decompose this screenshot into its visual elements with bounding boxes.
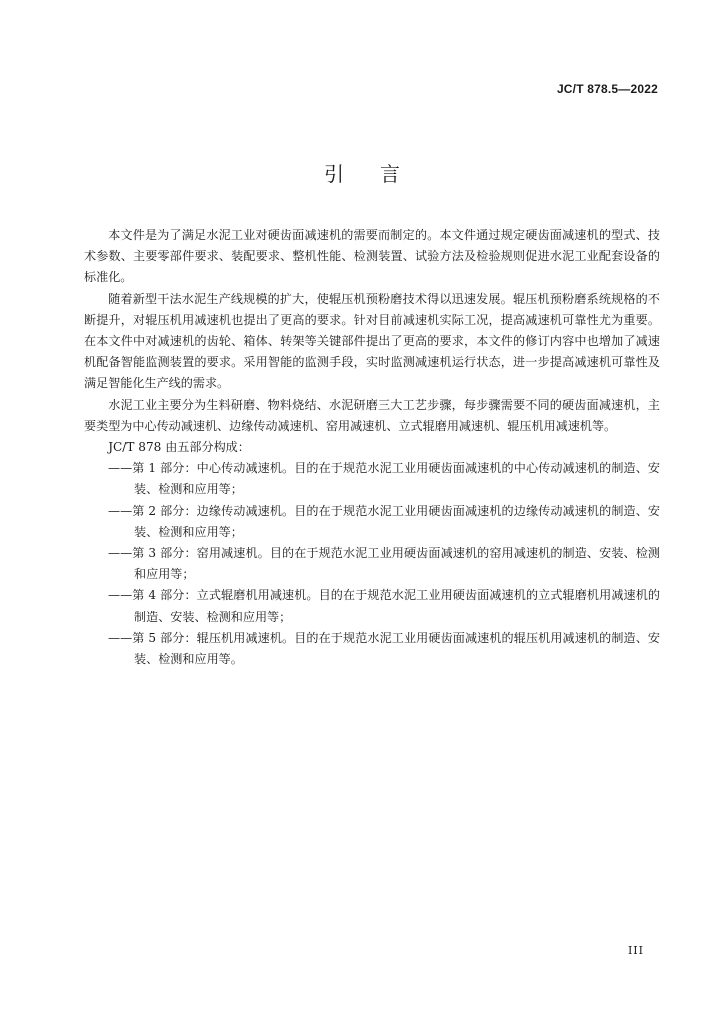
standard-number: JC/T 878.5—2022 [556,82,658,96]
paragraph: 本文件是为了满足水泥工业对硬齿面减速机的需要而制定的。本文件通过规定硬齿面减速机的型式、技术参数、主要零部件要求、装配要求、整机性能、检测装置、试验方法及检验规则促进水泥工业配套设备的标准化。 [84,228,660,285]
list-item: ——第 4 部分：立式辊磨机用减速机。目的在于规范水泥工业用硬齿面减速机的立式辊磨机用减速机的制造、安装、检测和应用等； [108,588,660,624]
page-number: III [627,944,644,957]
page-title: 引言 [324,162,436,186]
list-item: ——第 2 部分：边缘传动减速机。目的在于规范水泥工业用硬齿面减速机的边缘传动减速机的制造、安装、检测和应用等； [108,503,660,539]
list-item: ——第 1 部分：中心传动减速机。目的在于规范水泥工业用硬齿面减速机的中心传动减速机的制造、安装、检测和应用等； [108,461,660,497]
document-body [84,225,660,670]
paragraph: JC/T 878 由五部分构成： [108,440,250,455]
paragraph: 水泥工业主要分为生料研磨、物料烧结、水泥研磨三大工艺步骤，每步骤需要不同的硬齿面减速机，主要类型为中心传动减速机、边缘传动减速机、窑用减速机、立式辊磨用减速机、辊压机用减速机等。 [84,397,660,433]
paragraph: 随着新型干法水泥生产线规模的扩大，使辊压机预粉磨技术得以迅速发展。辊压机预粉磨系统规格的不断提升，对辊压机用减速机也提出了更高的要求。针对目前减速机实际工况，提高减速机可靠性尤为重要。在本文件中对减速机的齿轮、箱体、转架等关键部件提出了更高的要求，本文件的修订内容中也增加了减速机配备智能监测装置的要求。采用智能的监测手段，实时监测减速机运行状态，进一步提高减速机可靠性及满足智能化生产线的需求。 [84,291,660,391]
list-item: ——第 5 部分：辊压机用减速机。目的在于规范水泥工业用硬齿面减速机的辊压机用减速机的制造、安装、检测和应用等。 [108,630,660,667]
list-item: ——第 3 部分：窑用减速机。目的在于规范水泥工业用硬齿面减速机的窑用减速机的制造、安装、检测和应用等； [108,546,660,582]
